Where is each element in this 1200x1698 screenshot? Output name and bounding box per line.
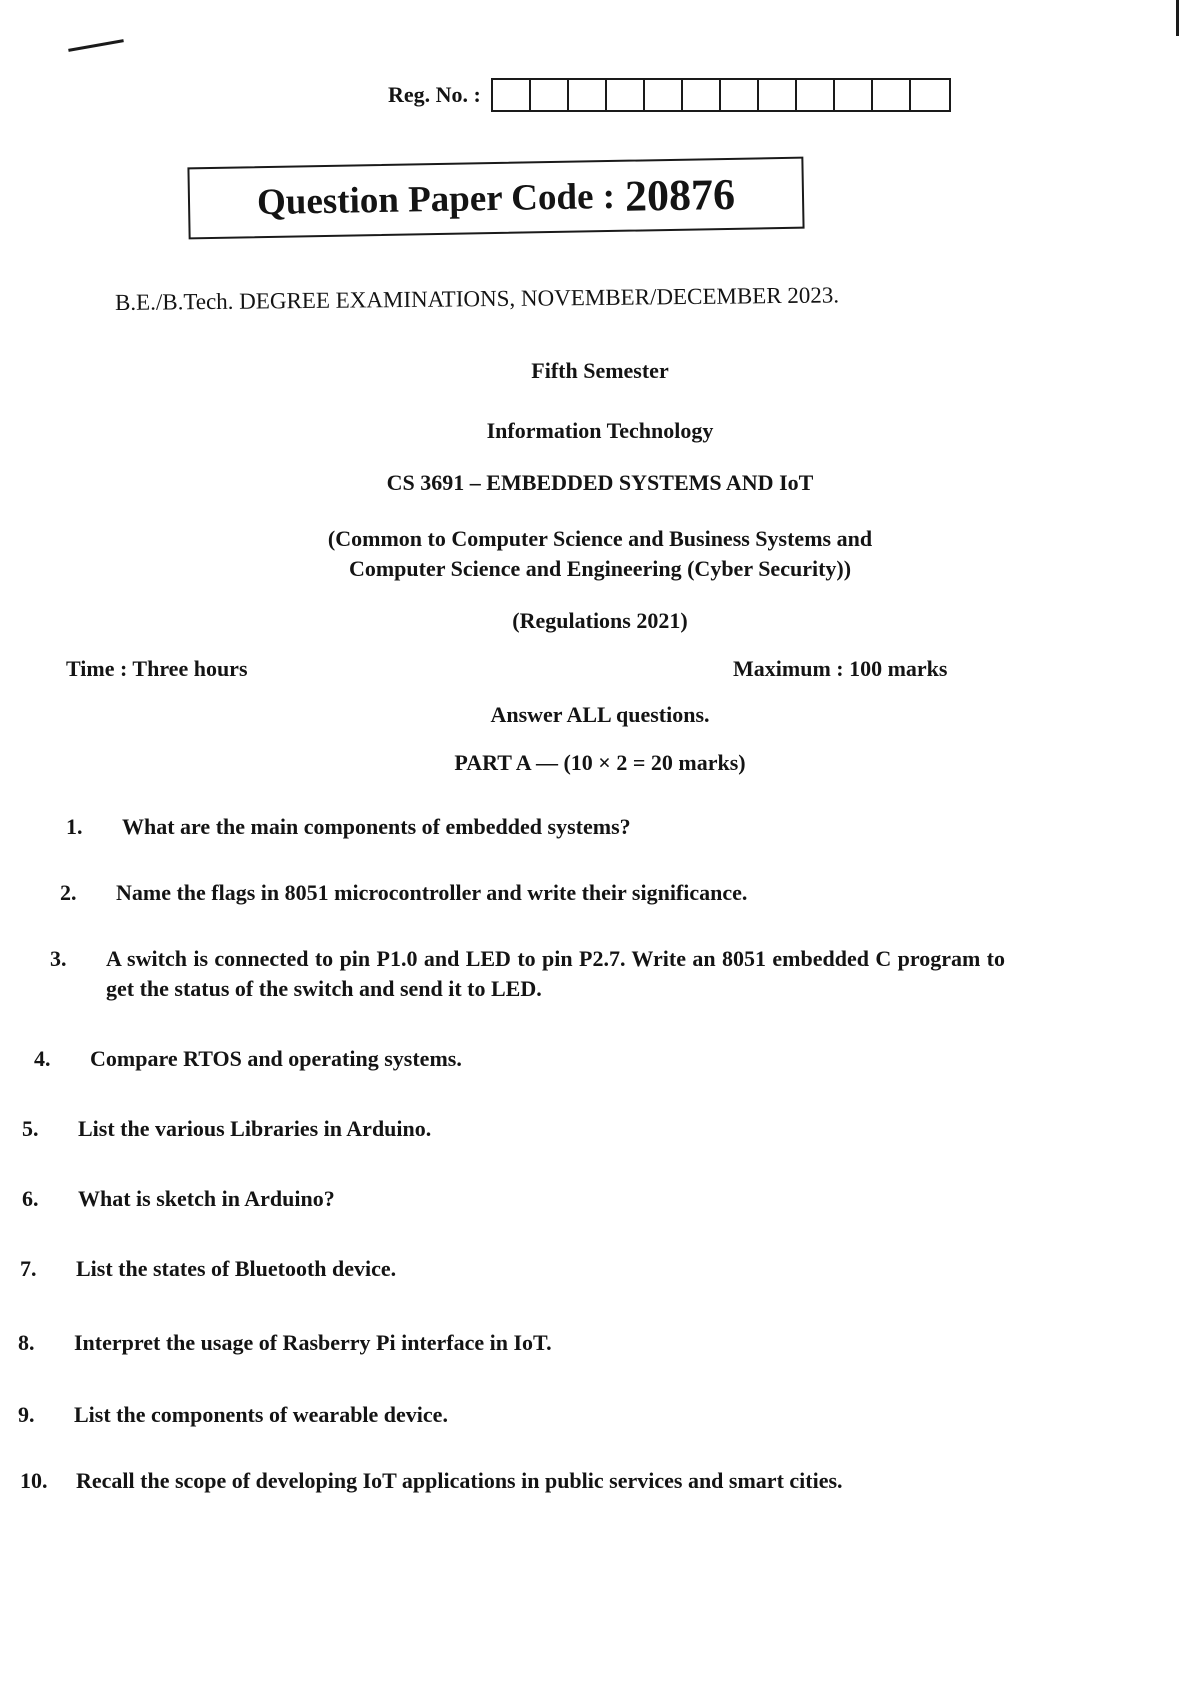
reg-no-box	[531, 80, 569, 110]
pen-mark	[68, 39, 124, 52]
question-item	[20, 1254, 1020, 1284]
question-item	[20, 1466, 1020, 1496]
edge-mark	[1176, 0, 1179, 36]
maximum-marks: Maximum : 100 marks	[733, 656, 948, 681]
question-item	[18, 1328, 1018, 1358]
question-item	[22, 1114, 1022, 1144]
question-item	[34, 1044, 1034, 1074]
reg-no-box	[721, 80, 759, 110]
question-number: 8.	[18, 1330, 35, 1355]
question-text: Interpret the usage of Rasberry Pi interface in IoT.	[74, 1330, 552, 1355]
reg-no-box	[911, 80, 949, 110]
regulations: (Regulations 2021)	[512, 608, 688, 633]
question-text: What is sketch in Arduino?	[78, 1186, 335, 1211]
question-item	[50, 944, 1005, 1004]
question-number: 4.	[34, 1046, 51, 1071]
reg-no-box	[797, 80, 835, 110]
reg-no-boxes	[491, 78, 951, 112]
question-paper-code-box	[187, 157, 804, 240]
department: Information Technology	[486, 418, 714, 443]
question-text: Compare RTOS and operating systems.	[90, 1046, 462, 1071]
question-text: What are the main components of embedded systems?	[122, 814, 631, 839]
reg-no-row	[388, 78, 951, 112]
reg-no-box	[873, 80, 911, 110]
common-to-line-1: (Common to Computer Science and Business Systems and	[327, 526, 873, 551]
question-text: Name the flags in 8051 microcontroller and write their significance.	[116, 880, 748, 905]
question-paper-code-label: Question Paper Code :	[256, 175, 616, 223]
course-title: CS 3691 – EMBEDDED SYSTEMS AND IoT	[386, 470, 814, 495]
reg-no-box	[569, 80, 607, 110]
exam-title: B.E./B.Tech. DEGREE EXAMINATIONS, NOVEMBER/DECEMBER 2023.	[114, 282, 840, 315]
reg-no-box	[645, 80, 683, 110]
reg-no-label: Reg. No. :	[388, 82, 481, 107]
time-duration: Time : Three hours	[66, 656, 248, 681]
question-text: A switch is connected to pin P1.0 and LED to pin P2.7. Write an 8051 embedded C program to get the status of the switch and send it to LED.	[106, 946, 1005, 1001]
question-number: 3.	[50, 946, 67, 971]
instruction: Answer ALL questions.	[490, 702, 710, 727]
reg-no-box	[759, 80, 797, 110]
question-item	[22, 1184, 1022, 1214]
question-text: List the components of wearable device.	[74, 1402, 448, 1427]
question-paper-code: 20876	[624, 169, 736, 221]
reg-no-box	[835, 80, 873, 110]
question-number: 9.	[18, 1402, 35, 1427]
semester: Fifth Semester	[531, 358, 669, 383]
part-a-heading: PART A — (10 × 2 = 20 marks)	[454, 750, 746, 775]
question-number: 2.	[60, 880, 77, 905]
question-number: 5.	[22, 1116, 39, 1141]
question-item	[60, 878, 1060, 908]
question-item	[66, 812, 1066, 842]
reg-no-box	[683, 80, 721, 110]
question-number: 10.	[20, 1468, 48, 1493]
question-text: List the various Libraries in Arduino.	[78, 1116, 432, 1141]
reg-no-box	[493, 80, 531, 110]
question-text: Recall the scope of developing IoT applications in public services and smart cities.	[76, 1468, 843, 1493]
question-number: 7.	[20, 1256, 37, 1281]
reg-no-box	[607, 80, 645, 110]
question-number: 1.	[66, 814, 83, 839]
common-to-line-2: Computer Science and Engineering (Cyber Security))	[348, 556, 852, 581]
question-item	[18, 1400, 1018, 1430]
question-text: List the states of Bluetooth device.	[76, 1256, 397, 1281]
question-number: 6.	[22, 1186, 39, 1211]
